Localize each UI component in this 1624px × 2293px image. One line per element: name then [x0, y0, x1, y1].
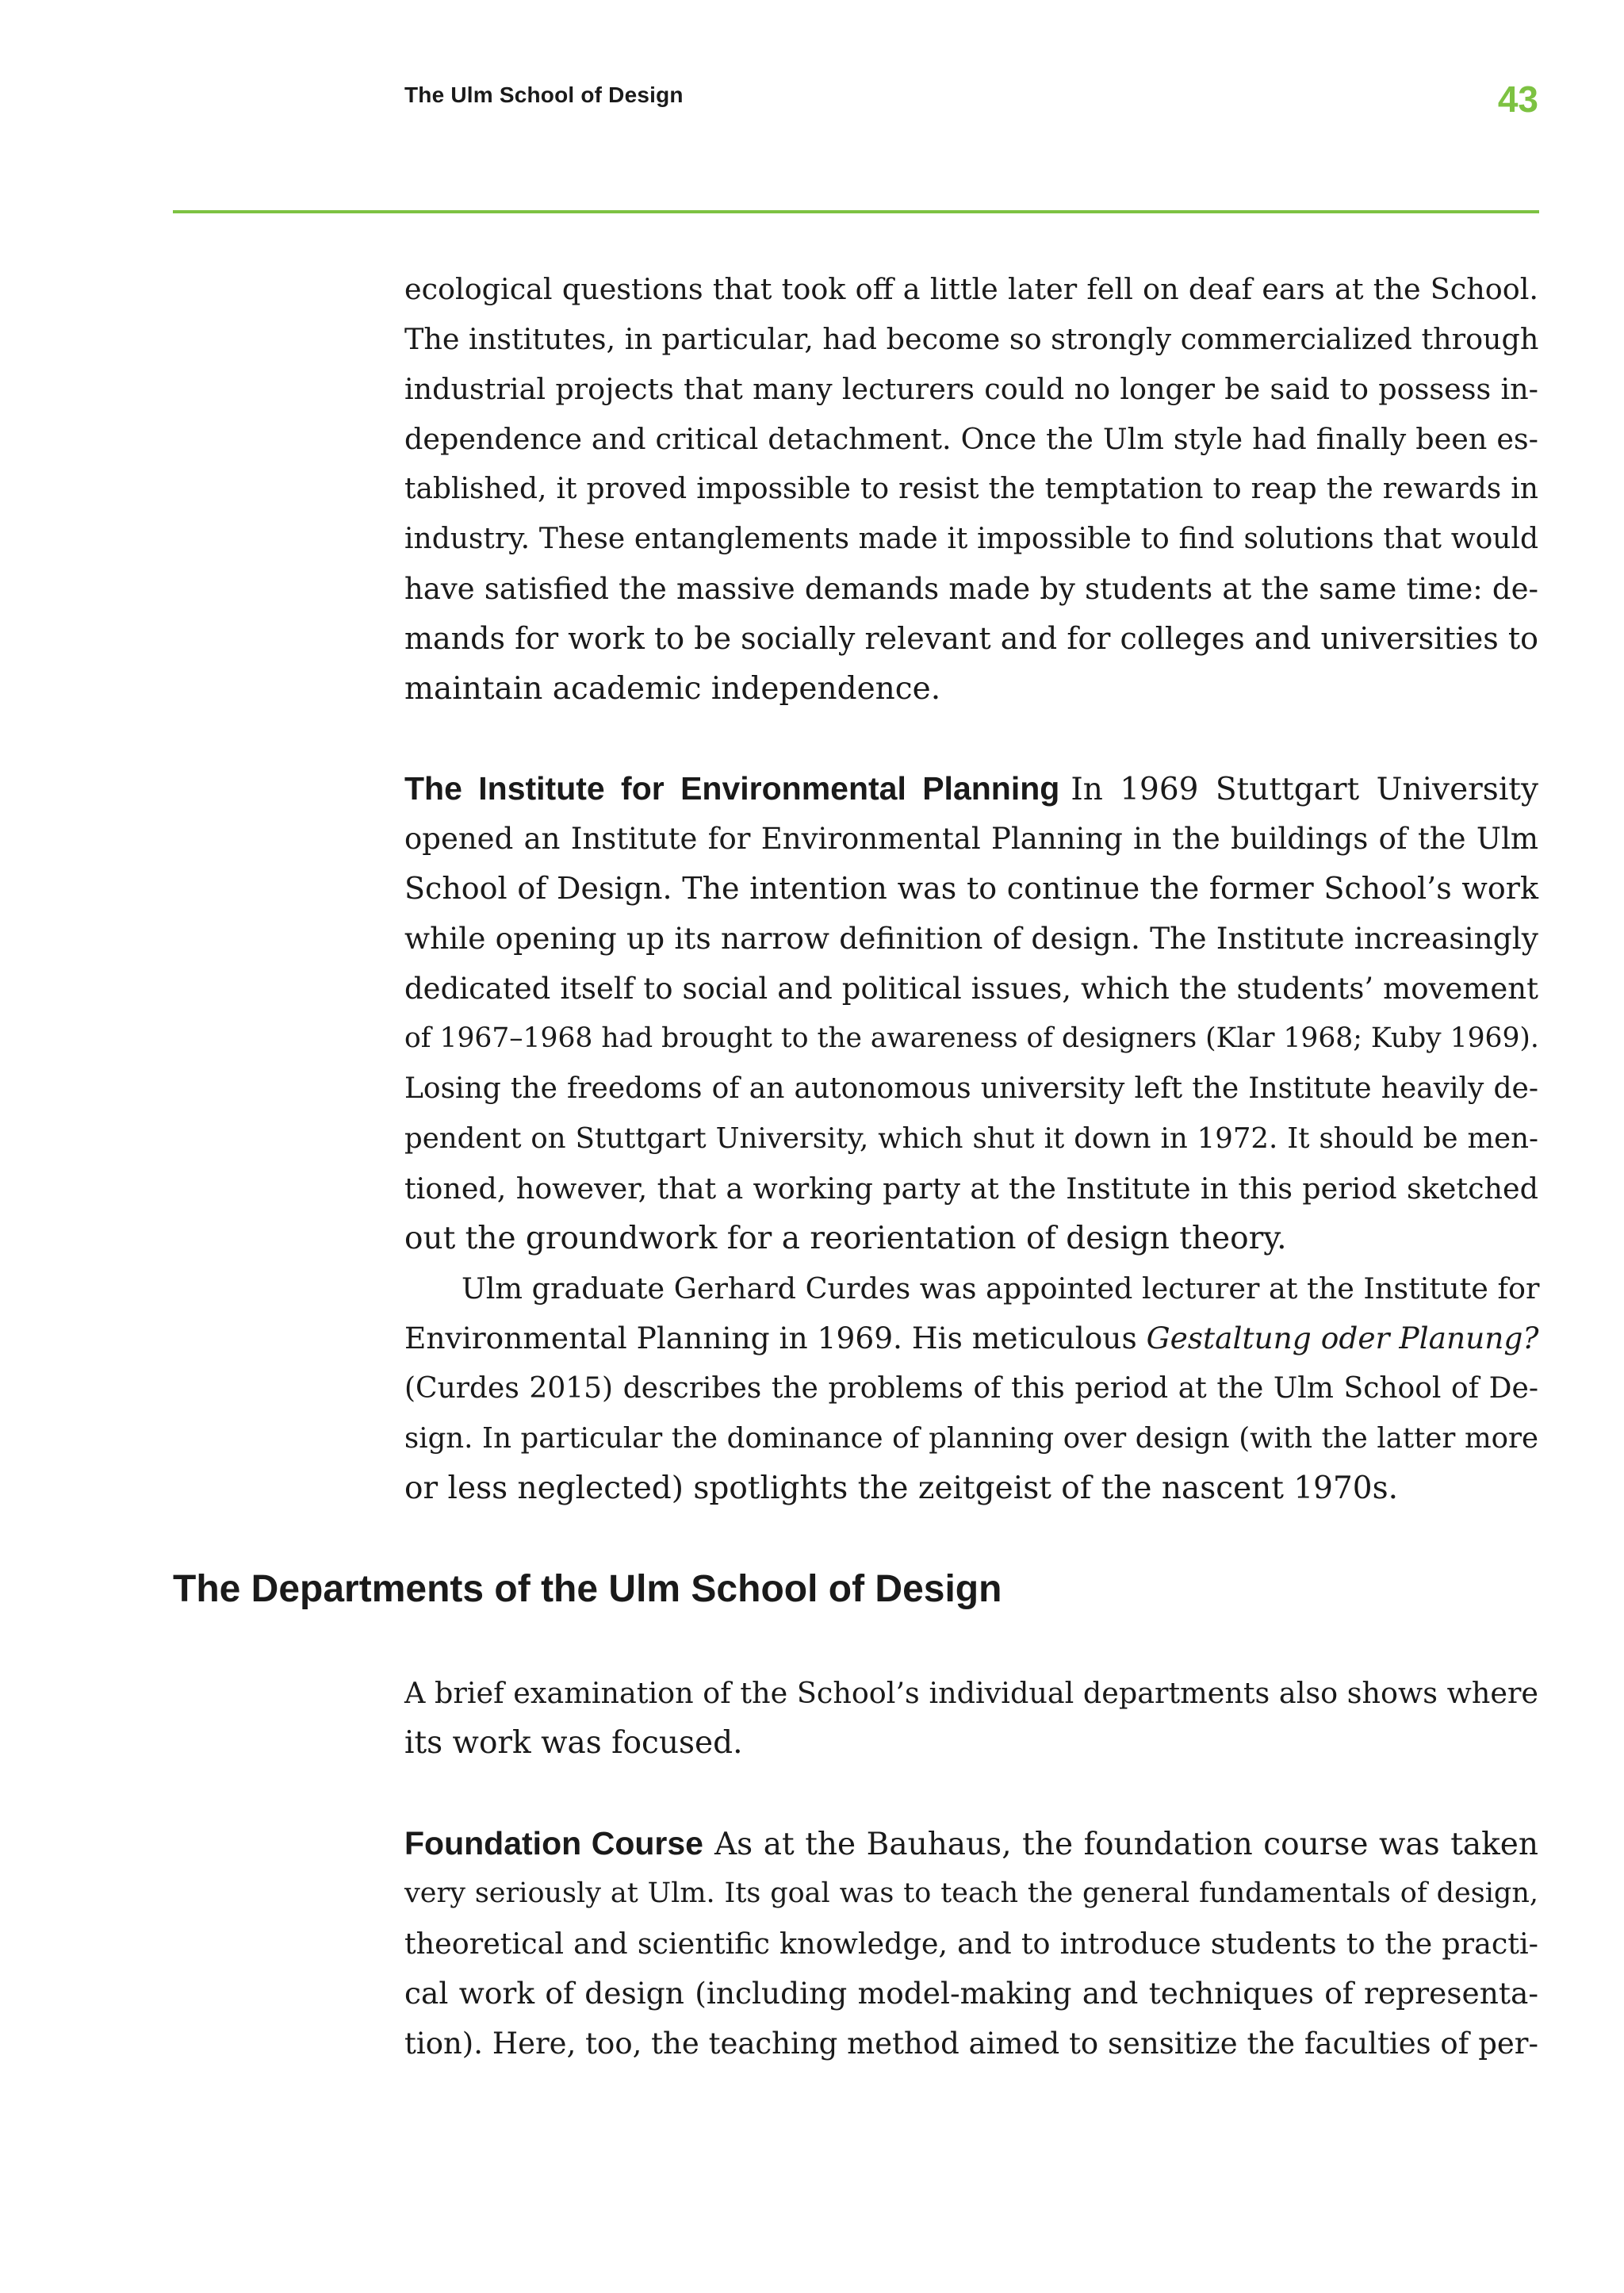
text-line: industry. These entanglements made it impossible to find solutions that would [404, 523, 1538, 555]
text-line: School of Design. The intention was to continue the former School’s work [404, 871, 1538, 906]
section-heading: The Departments of the Ulm School of Design [173, 1568, 1002, 1610]
page-number: 43 [1497, 79, 1538, 120]
runin-heading-institute: The Institute for Environmental Planning [404, 770, 1060, 807]
text-fragment: Environmental Planning in 1969. His meticulous [404, 1321, 1137, 1355]
text-fragment: In 1969 Stuttgart University [1071, 772, 1538, 807]
text-line: mands for work to be socially relevant and for colleges and universities to [404, 621, 1538, 656]
paragraph-intro-departments [404, 1668, 1538, 1768]
text-line: (Curdes 2015) describes the problems of this period at the Ulm School of De- [404, 1372, 1538, 1405]
text-line: cal work of design (including model-making and techniques of representa- [404, 1976, 1538, 2011]
text-line: A brief examination of the School’s individual departments also shows where [404, 1676, 1538, 1710]
text-line: maintain academic independence. [404, 671, 941, 707]
text-line: opened an Institute for Environmental Planning in the buildings of the Ulm [404, 822, 1538, 856]
running-title: The Ulm School of Design [404, 82, 684, 107]
text-line: have satisfied the massive demands made by students at the same time: de- [404, 572, 1538, 606]
text-line: industrial projects that many lecturers could no longer be said to possess in- [404, 372, 1538, 406]
text-line: sign. In particular the dominance of planning over design (with the latter more [404, 1422, 1538, 1455]
text-line: its work was focused. [404, 1725, 743, 1761]
paragraph-foundation [404, 1819, 1538, 2069]
paragraph-1 [404, 264, 1538, 714]
text-line: dependence and critical detachment. Once the Ulm style had finally been es- [404, 422, 1538, 456]
book-title: Gestaltung oder Planung? [1146, 1321, 1539, 1355]
paragraph-institute [404, 764, 1538, 1263]
text-line: theoretical and scientific knowledge, and to introduce students to the practi- [404, 1927, 1538, 1961]
text-line [404, 1313, 1538, 1363]
text-line: dedicated itself to social and political issues, which the students’ movement [404, 972, 1538, 1006]
text-fragment: As at the Bauhaus, the foundation course was taken [714, 1827, 1538, 1862]
text-line: The institutes, in particular, had become so strongly commercialized through [404, 322, 1539, 356]
text-line: out the groundwork for a reorientation of design theory. [404, 1221, 1287, 1256]
text-line: tablished, it proved impossible to resist the temptation to reap the rewards in [404, 473, 1538, 505]
header-rule [173, 210, 1539, 213]
text-line: tion). Here, too, the teaching method aimed to sensitize the faculties of per- [404, 2027, 1538, 2061]
text-line: of 1967–1968 had brought to the awareness of designers (Klar 1968; Kuby 1969). [404, 1022, 1539, 1054]
text-line: Ulm graduate Gerhard Curdes was appointed lecturer at the Institute for [462, 1271, 1540, 1306]
text-line: pendent on Stuttgart University, which shut it down in 1972. It should be men- [404, 1122, 1538, 1155]
text-line: ecological questions that took off a little later fell on deaf ears at the School. [404, 272, 1538, 306]
runin-heading-foundation: Foundation Course [404, 1825, 703, 1862]
text-line: tioned, however, that a working party at the Institute in this period sketched [404, 1171, 1538, 1206]
text-line [404, 764, 1538, 814]
paragraph-curdes [404, 1263, 1538, 1513]
text-line [404, 1819, 1538, 1869]
text-line: Losing the freedoms of an autonomous university left the Institute heavily de- [404, 1072, 1538, 1105]
text-line: while opening up its narrow definition of design. The Institute increasingly [404, 921, 1538, 956]
text-line: or less neglected) spotlights the zeitgeist of the nascent 1970s. [404, 1471, 1399, 1506]
text-line: very seriously at Ulm. Its goal was to teach the general fundamentals of design, [404, 1877, 1538, 1909]
